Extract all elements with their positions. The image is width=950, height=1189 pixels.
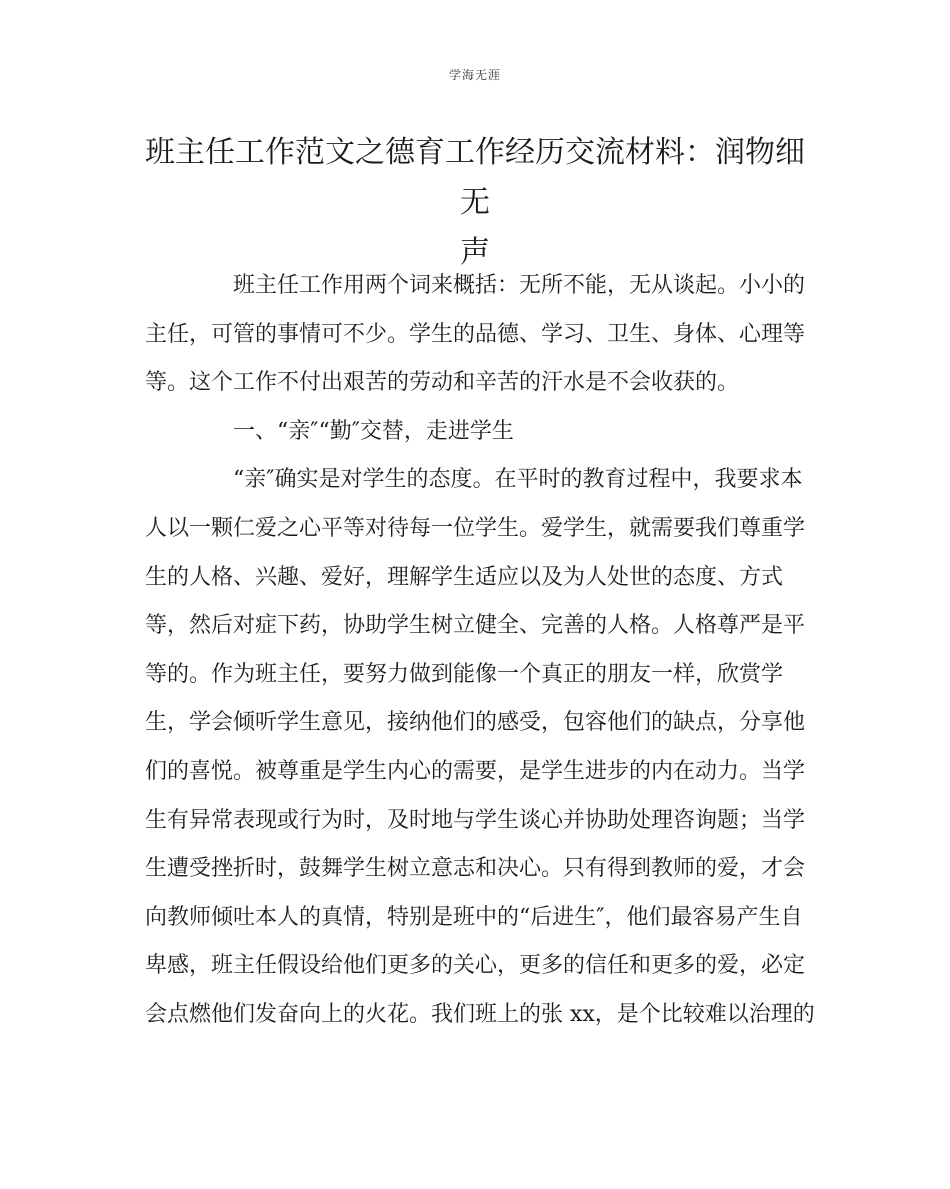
text-line: 会点燃他们发奋向上的火花。我们班上的张 xx，是个比较难以治理的 [145,1001,815,1027]
text-line: 主任，可管的事情可不少。学生的品德、学习、卫生、身体、心理等 [145,321,806,347]
title-line-2: 声 [460,235,490,270]
text-line: 向教师倾吐本人的真情，特别是班中的“后进生″，他们最容易产生自 [145,904,803,930]
text-line: 一、“亲″“勤″交替，走进学生 [233,418,514,444]
text-line: 人以一颗仁爱之心平等对待每一位学生。爱学生，就需要我们尊重学 [145,515,806,541]
text-line: 班主任工作用两个词来概括：无所不能，无从谈起。小小的 [233,273,806,298]
text-line: 们的喜悦。被尊重是学生内心的需要，是学生进步的内在动力。当学 [145,758,806,784]
text-line: 等，然后对症下药，协助学生树立健全、完善的人格。人格尊严是平 [145,613,806,639]
text-line: 生，学会倾听学生意见，接纳他们的感受，包容他们的缺点，分享他 [145,710,806,736]
document-title [145,128,805,278]
text-line: 卑感，班主任假设给他们更多的关心，更多的信任和更多的爱，必定 [145,953,806,979]
title-line-1: 班主任工作范文之德育工作经历交流材料：润物细无 [145,135,805,220]
text-line: 生的人格、兴趣、爱好，理解学生适应以及为人处世的态度、方式 [145,564,784,590]
text-line: “亲″确实是对学生的态度。在平时的教育过程中，我要求本 [233,467,803,493]
text-line: 生有异常表现或行为时，及时地与学生谈心并协助处理咨询题；当学 [145,807,806,833]
text-line: 等的。作为班主任，要努力做到能像一个真正的朋友一样，欣赏学 [145,661,784,687]
page-header: 学海无涯 [448,68,501,82]
text-line: 生遭受挫折时，鼓舞学生树立意志和决心。只有得到教师的爱，才会 [145,856,806,882]
text-line: 等。这个工作不付出艰苦的劳动和辛苦的汗水是不会收获的。 [145,370,740,396]
document-body [145,262,815,1040]
